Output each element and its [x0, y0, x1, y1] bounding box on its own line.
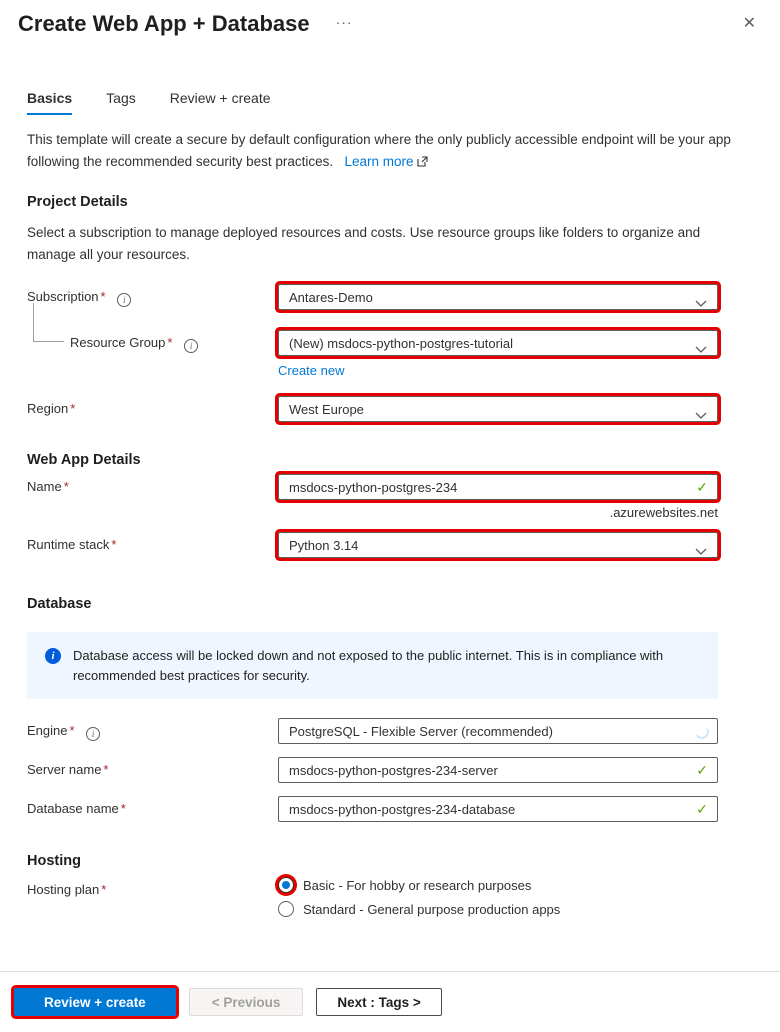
runtime-stack-dropdown[interactable] — [278, 532, 718, 558]
database-heading: Database — [27, 596, 92, 612]
domain-suffix: .azurewebsites.net — [609, 505, 718, 520]
resource-group-dropdown[interactable] — [278, 330, 718, 356]
engine-row — [27, 718, 753, 744]
resource-group-label: Resource Group * i — [27, 330, 278, 353]
info-icon[interactable]: i — [86, 727, 100, 741]
next-tags-button[interactable]: Next : Tags > — [316, 988, 441, 1016]
required-marker: * — [103, 762, 109, 777]
radio-unselected-icon[interactable] — [278, 901, 294, 917]
server-name-input[interactable] — [289, 763, 689, 778]
previous-button[interactable]: < Previous — [189, 988, 304, 1016]
required-marker: * — [111, 537, 117, 552]
valid-check-icon: ✓ — [696, 762, 708, 778]
learn-more-link[interactable]: Learn more — [344, 154, 414, 169]
subscription-dropdown[interactable] — [278, 284, 718, 310]
hosting-plan-option-standard-label: Standard - General purpose production apps — [303, 901, 561, 917]
hosting-heading: Hosting — [27, 853, 81, 869]
web-app-details-heading: Web App Details — [27, 452, 141, 468]
database-name-row — [27, 796, 753, 822]
name-input[interactable] — [289, 480, 689, 495]
more-options-icon[interactable]: ··· — [335, 14, 353, 30]
name-input-wrapper — [278, 474, 718, 500]
region-label: Region * — [27, 401, 76, 416]
engine-dropdown[interactable] — [278, 718, 718, 744]
tab-bar — [27, 90, 780, 115]
database-form — [27, 718, 753, 917]
subscription-label: Subscription * i — [27, 284, 278, 307]
tab-review-create[interactable]: Review + create — [169, 90, 271, 106]
intro-description: This template will create a secure by default configuration where the only publicly accessible endpoint will be your app following the recommended security best practices. — [27, 132, 731, 169]
close-icon[interactable]: ✕ — [742, 15, 756, 32]
database-info-text: Database access will be locked down and not exposed to the public internet. This is in compliance with recommended best practices for security. — [73, 648, 664, 683]
resource-group-row — [27, 330, 753, 356]
project-details-description: Select a subscription to manage deployed resources and costs. Use resource groups like folders to organize and manage all your resources. — [27, 225, 701, 262]
database-name-label: Database name * — [27, 801, 126, 816]
hosting-plan-label: Hosting plan * — [27, 882, 107, 897]
hosting-plan-row — [27, 877, 753, 917]
name-label: Name * — [27, 479, 69, 494]
database-name-input[interactable] — [289, 802, 689, 817]
hosting-plan-option-standard[interactable] — [278, 901, 718, 917]
radio-selected-icon[interactable] — [278, 877, 294, 893]
engine-value: PostgreSQL - Flexible Server (recommended) — [289, 723, 553, 739]
runtime-stack-value: Python 3.14 — [289, 537, 359, 553]
engine-label: Engine * i — [27, 718, 278, 741]
database-name-input-wrapper — [278, 796, 718, 822]
tree-connector-line — [33, 303, 64, 342]
required-marker: * — [167, 335, 173, 350]
info-icon[interactable]: i — [117, 293, 131, 307]
hosting-plan-option-basic[interactable] — [278, 877, 718, 893]
tab-tags[interactable]: Tags — [106, 90, 136, 106]
required-marker: * — [63, 479, 69, 494]
chevron-down-icon — [695, 407, 707, 422]
loading-spinner-icon — [693, 723, 710, 740]
chevron-down-icon — [695, 543, 707, 558]
required-marker: * — [69, 723, 75, 738]
external-link-icon — [417, 152, 428, 174]
region-value: West Europe — [289, 401, 364, 417]
tab-basics[interactable]: Basics — [27, 90, 72, 115]
subscription-row — [27, 284, 753, 310]
info-filled-icon: i — [45, 648, 61, 664]
create-new-link[interactable]: Create new — [278, 363, 345, 378]
info-icon[interactable]: i — [184, 339, 198, 353]
chevron-down-icon — [695, 295, 707, 310]
hosting-plan-option-basic-label: Basic - For hobby or research purposes — [303, 877, 532, 893]
basics-form — [27, 284, 753, 612]
required-marker: * — [120, 801, 126, 816]
valid-check-icon: ✓ — [696, 479, 708, 495]
server-name-input-wrapper — [278, 757, 718, 783]
panel-header — [0, 0, 780, 38]
region-row — [27, 396, 753, 422]
chevron-down-icon — [695, 341, 707, 356]
runtime-stack-row — [27, 532, 753, 558]
required-marker: * — [70, 401, 76, 416]
region-dropdown[interactable] — [278, 396, 718, 422]
runtime-stack-label: Runtime stack * — [27, 537, 117, 552]
wizard-footer — [0, 971, 780, 1032]
subscription-value: Antares-Demo — [289, 289, 373, 305]
review-create-button[interactable]: Review + create — [14, 988, 176, 1016]
valid-check-icon: ✓ — [696, 801, 708, 817]
intro-text — [27, 129, 745, 174]
page-title: Create Web App + Database — [18, 11, 310, 36]
server-name-label: Server name * — [27, 762, 109, 777]
create-new-row — [278, 363, 753, 378]
server-name-row — [27, 757, 753, 783]
required-marker: * — [101, 882, 107, 897]
resource-group-value: (New) msdocs-python-postgres-tutorial — [289, 335, 513, 351]
database-info-banner — [27, 632, 718, 699]
required-marker: * — [100, 289, 106, 304]
project-details-heading: Project Details — [27, 194, 128, 210]
name-row — [27, 474, 753, 520]
